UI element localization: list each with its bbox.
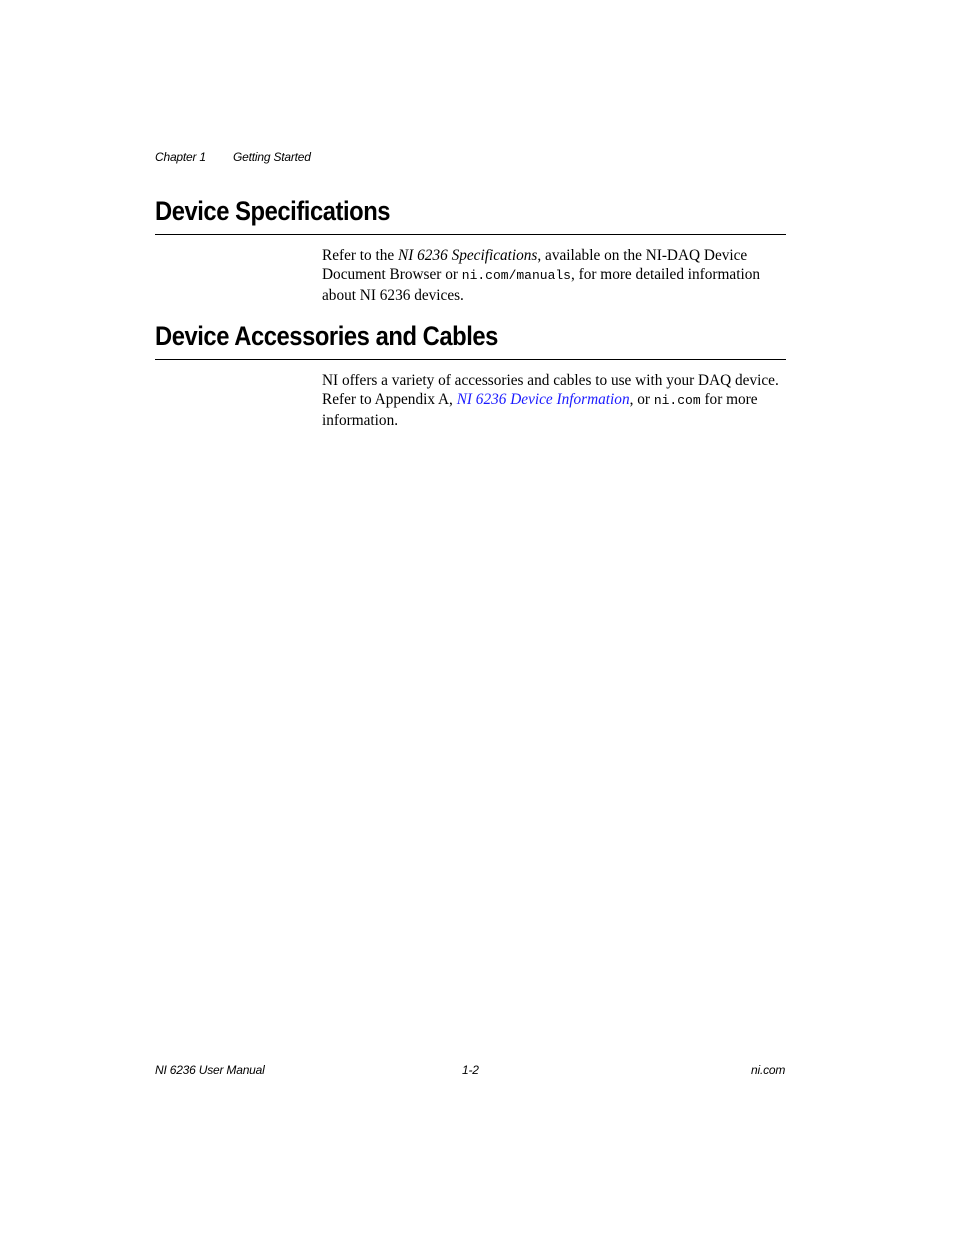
heading-device-accessories: Device Accessories and Cables [155,321,498,351]
appendix-link[interactable]: NI 6236 Device Information [456,391,630,409]
chapter-label: Chapter 1 [155,150,206,164]
running-header [155,150,311,164]
chapter-title: Getting Started [233,150,311,164]
text-span: Refer to the [322,247,399,264]
text-span: , available on the NI-DAQ Device Document Browser or [322,247,748,284]
footer-site: ni.com [751,1063,786,1077]
footer-page-number: 1-2 [462,1063,479,1077]
heading-rule [155,234,786,235]
paragraph-device-accessories [322,371,792,430]
heading-device-specifications: Device Specifications [155,196,391,226]
text-span: for more information. [322,391,758,429]
text-span: NI offers a variety of accessories and cables to use with your DAQ device. Refer to Appendix A, [322,372,779,409]
paragraph-device-specifications [322,246,792,305]
text-span: , or [629,391,654,409]
text-span: , for more detailed information about NI 6236 devices. [322,266,761,304]
footer-manual-title: NI 6236 User Manual [155,1063,265,1077]
ni-url: ni.com [653,393,701,409]
manuals-url: ni.com/manuals [461,268,571,284]
specifications-title: NI 6236 Specifications [398,247,538,264]
heading-rule [155,359,786,360]
